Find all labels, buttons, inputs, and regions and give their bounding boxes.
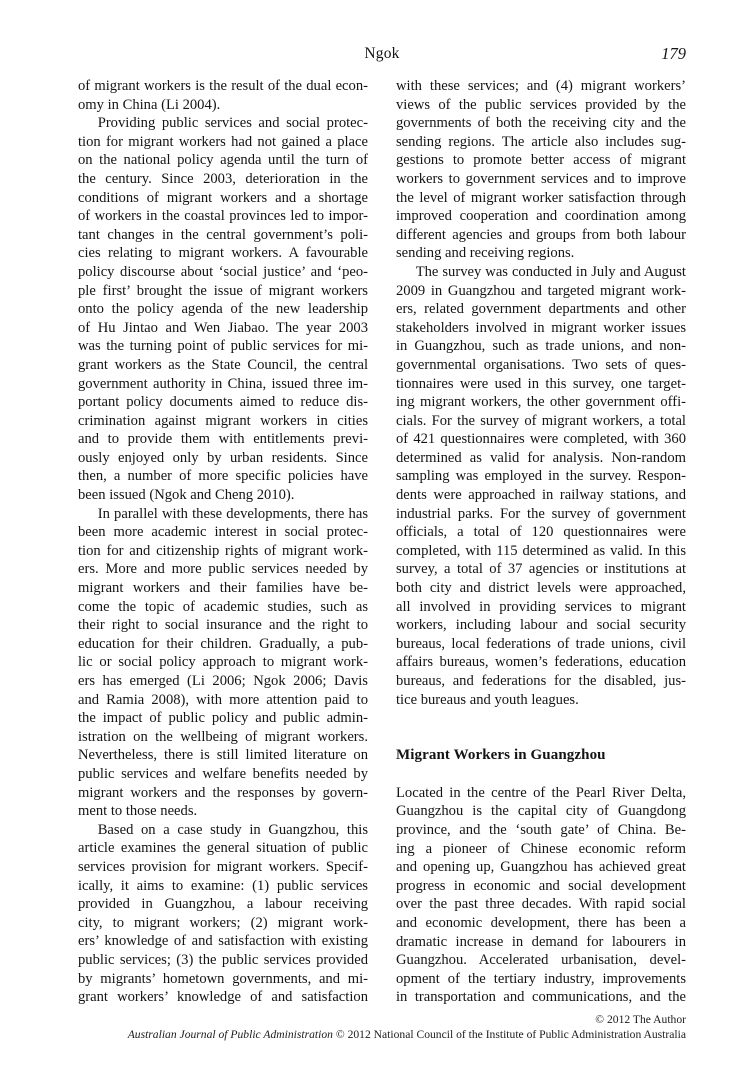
text-line: services provision for migrant workers. Specif-: [78, 858, 368, 875]
text-line: omy in China (Li 2004).: [78, 96, 221, 113]
text-line: province, and the ‘south gate’ of China. Be-: [396, 821, 686, 838]
text-line: was the turning point of public services for mi-: [78, 338, 368, 355]
text-line: then, a number of more specific policies have: [78, 468, 368, 485]
text-line: gestions to promote better access of migrant: [396, 152, 686, 169]
text-line: policy discourse about ‘social justice’ and ‘peo-: [78, 263, 368, 280]
text-line: and opening up, Guangzhou has achieved great: [396, 859, 686, 876]
text-line: determined as valid for analysis. Non-random: [396, 449, 686, 466]
text-line: survey, a total of 37 agencies or institutions at: [396, 561, 686, 578]
text-line: cials. For the survey of migrant workers, a total: [396, 412, 686, 429]
text-line: governments of both the receiving city and the: [396, 115, 686, 132]
text-line: education for their children. Gradually, a pub-: [78, 635, 368, 652]
text-line: migrant workers and the responses by govern-: [78, 784, 368, 801]
paragraph: [396, 784, 686, 1007]
text-line: ers’ knowledge of and satisfaction with existing: [78, 933, 368, 950]
text-line: different agencies and groups from both labour: [396, 226, 686, 243]
section-heading: Migrant Workers in Guangzhou: [396, 747, 606, 764]
text-line: the level of migrant worker satisfaction through: [396, 189, 686, 206]
text-line: bureaus, and federations for the disabled, jus-: [396, 673, 686, 689]
text-line: with these services; and (4) migrant workers’: [396, 78, 686, 94]
paragraph: [78, 821, 368, 1007]
text-line: Guangzhou is the capital city of Guangdong: [396, 803, 686, 820]
footer-journal-title: Australian Journal of Public Administration: [127, 1028, 333, 1041]
text-line: tion for migrant workers had not gained a place: [78, 133, 368, 150]
text-line: over the past three decades. With rapid social: [396, 896, 686, 913]
text-line: by migrants’ hometown governments, and mi-: [78, 970, 368, 987]
text-line: ers, related government departments and other: [396, 301, 686, 318]
paragraph: [78, 505, 368, 821]
text-line: ously enjoyed only by urban residents. Since: [78, 449, 368, 466]
page-number: 179: [661, 44, 686, 63]
text-line: grant workers’ knowledge of and satisfaction: [78, 989, 368, 1006]
text-line: opment of the tertiary industry, improvements: [396, 970, 686, 987]
text-line: and to provide them with entitlements previ-: [78, 431, 368, 448]
text-line: public services and welfare benefits needed by: [78, 765, 368, 782]
text-line: tion for and citizenship rights of migrant work-: [78, 542, 368, 559]
text-line: government authority in China, issued three im-: [78, 375, 368, 392]
footer-journal-line: [78, 1027, 686, 1042]
footer-rights: © 2012 National Council of the Institute of Public Administration Australia: [335, 1028, 686, 1041]
text-line: tant changes in the central government’s poli-: [78, 226, 368, 243]
running-title: Ngok: [364, 45, 400, 62]
text-line: completed, with 115 determined as valid. In this: [396, 542, 686, 559]
text-line: of Hu Jintao and Wen Jiabao. The year 2003: [78, 319, 368, 336]
text-line: tionnaires were used in this survey, one target-: [396, 375, 686, 392]
text-line: provided in Guangzhou, a labour receiving: [78, 896, 368, 913]
text-line: lic or social policy approach to migrant work-: [78, 654, 368, 671]
text-line: grant workers as the State Council, the central: [78, 356, 368, 373]
text-line: of migrant workers is the result of the dual econ-: [78, 78, 368, 94]
text-line: workers, including labour and social security: [396, 617, 686, 634]
text-line: Providing public services and social protec-: [97, 115, 368, 132]
text-line: In parallel with these developments, there has: [97, 505, 368, 522]
text-line: improved cooperation and coordination among: [396, 208, 686, 225]
text-line: come the topic of academic studies, such as: [78, 598, 368, 615]
text-line: sending and receiving regions.: [396, 245, 575, 262]
text-line: all involved in providing services to migrant: [396, 598, 686, 615]
text-line: ically, it aims to examine: (1) public services: [78, 877, 368, 894]
text-line: Located in the centre of the Pearl River Delta,: [396, 784, 686, 801]
text-line: Guangzhou. Accelerated urbanisation, devel-: [396, 952, 686, 969]
text-line: tice bureaus and youth leagues.: [396, 691, 579, 708]
text-line: Based on a case study in Guangzhou, this: [97, 821, 368, 838]
right-column: [396, 77, 686, 1007]
paragraph: [78, 114, 368, 504]
text-line: sending regions. The article also includes sug-: [396, 133, 686, 150]
text-line: ing migrant workers, the other government offi-: [396, 394, 686, 411]
text-line: istration on the wellbeing of migrant workers.: [78, 728, 368, 745]
text-line: governmental organisations. Two sets of ques-: [396, 356, 686, 373]
text-line: The survey was conducted in July and August: [415, 263, 686, 280]
text-line: of 421 questionnaires were completed, with 360: [396, 431, 686, 448]
text-line: progress in economic and social development: [396, 877, 686, 894]
text-line: conditions of migrant workers and a shortage: [78, 189, 368, 206]
paragraph: [396, 77, 686, 263]
text-line: been issued (Ngok and Cheng 2010).: [78, 487, 295, 504]
text-line: and economic development, there has been a: [396, 914, 686, 931]
text-line: bureaus, local federations of trade unions, civil: [396, 635, 686, 652]
text-line: public services; (3) the public services provided: [78, 951, 368, 968]
text-line: ers. More and more public services needed by: [78, 561, 368, 578]
text-line: cies relating to migrant workers. A favourable: [78, 245, 368, 262]
text-line: portant policy documents aimed to reduce dis-: [78, 394, 368, 411]
text-line: ple first’ brought the issue of migrant workers: [78, 282, 368, 299]
text-line: the century. Since 2003, deterioration in the: [78, 170, 368, 187]
text-line: in transportation and communications, and the: [396, 989, 686, 1006]
text-line: workers to government services and to improve: [396, 170, 686, 187]
text-line: of workers in the coastal provinces led to impor-: [78, 208, 368, 225]
left-column: [78, 77, 368, 1007]
text-line: ment to those needs.: [78, 803, 198, 820]
footer-copyright: © 2012 The Author: [595, 1013, 686, 1026]
paragraph: [396, 263, 686, 709]
text-line: views of the public services provided by the: [396, 96, 686, 113]
text-line: stakeholders involved in migrant worker issues: [396, 319, 686, 336]
text-line: both city and district levels were approached,: [396, 580, 686, 597]
text-line: 2009 in Guangzhou and targeted migrant work-: [396, 282, 686, 299]
text-line: officials, a total of 120 questionnaires were: [396, 524, 686, 541]
article-body: [78, 77, 686, 1007]
text-line: ing a pioneer of Chinese economic reform: [396, 840, 686, 857]
paragraph: [78, 77, 368, 114]
text-line: article examines the general situation of public: [78, 840, 368, 857]
text-line: in Guangzhou, such as trade unions, and non-: [396, 338, 686, 355]
text-line: their right to social insurance and the right to: [78, 617, 368, 634]
text-line: city, to migrant workers; (2) migrant work-: [78, 914, 368, 931]
text-line: ers has emerged (Li 2006; Ngok 2006; Davis: [78, 673, 368, 689]
text-line: Nevertheless, there is still limited literature on: [78, 747, 368, 764]
text-line: industrial parks. For the survey of government: [396, 505, 686, 522]
text-line: migrant workers and their families have be-: [78, 580, 368, 597]
text-line: the impact of public policy and public admin-: [78, 710, 368, 727]
text-line: affairs bureaus, women’s federations, education: [396, 654, 686, 671]
text-line: crimination against migrant workers in cities: [78, 412, 368, 429]
text-line: sampling was employed in the survey. Respon-: [396, 468, 686, 485]
text-line: dents were approached in railway stations, and: [396, 487, 686, 504]
text-line: been more academic interest in social protec-: [78, 524, 368, 541]
text-line: on the national policy agenda until the turn of: [78, 152, 368, 169]
text-line: onto the policy agenda of the new leadership: [78, 301, 368, 318]
page-footer: [78, 1012, 686, 1042]
text-line: dramatic increase in demand for labourers in: [396, 933, 686, 950]
page-header: [78, 45, 686, 65]
text-line: and Ramia 2008), with more attention paid to: [78, 691, 368, 708]
